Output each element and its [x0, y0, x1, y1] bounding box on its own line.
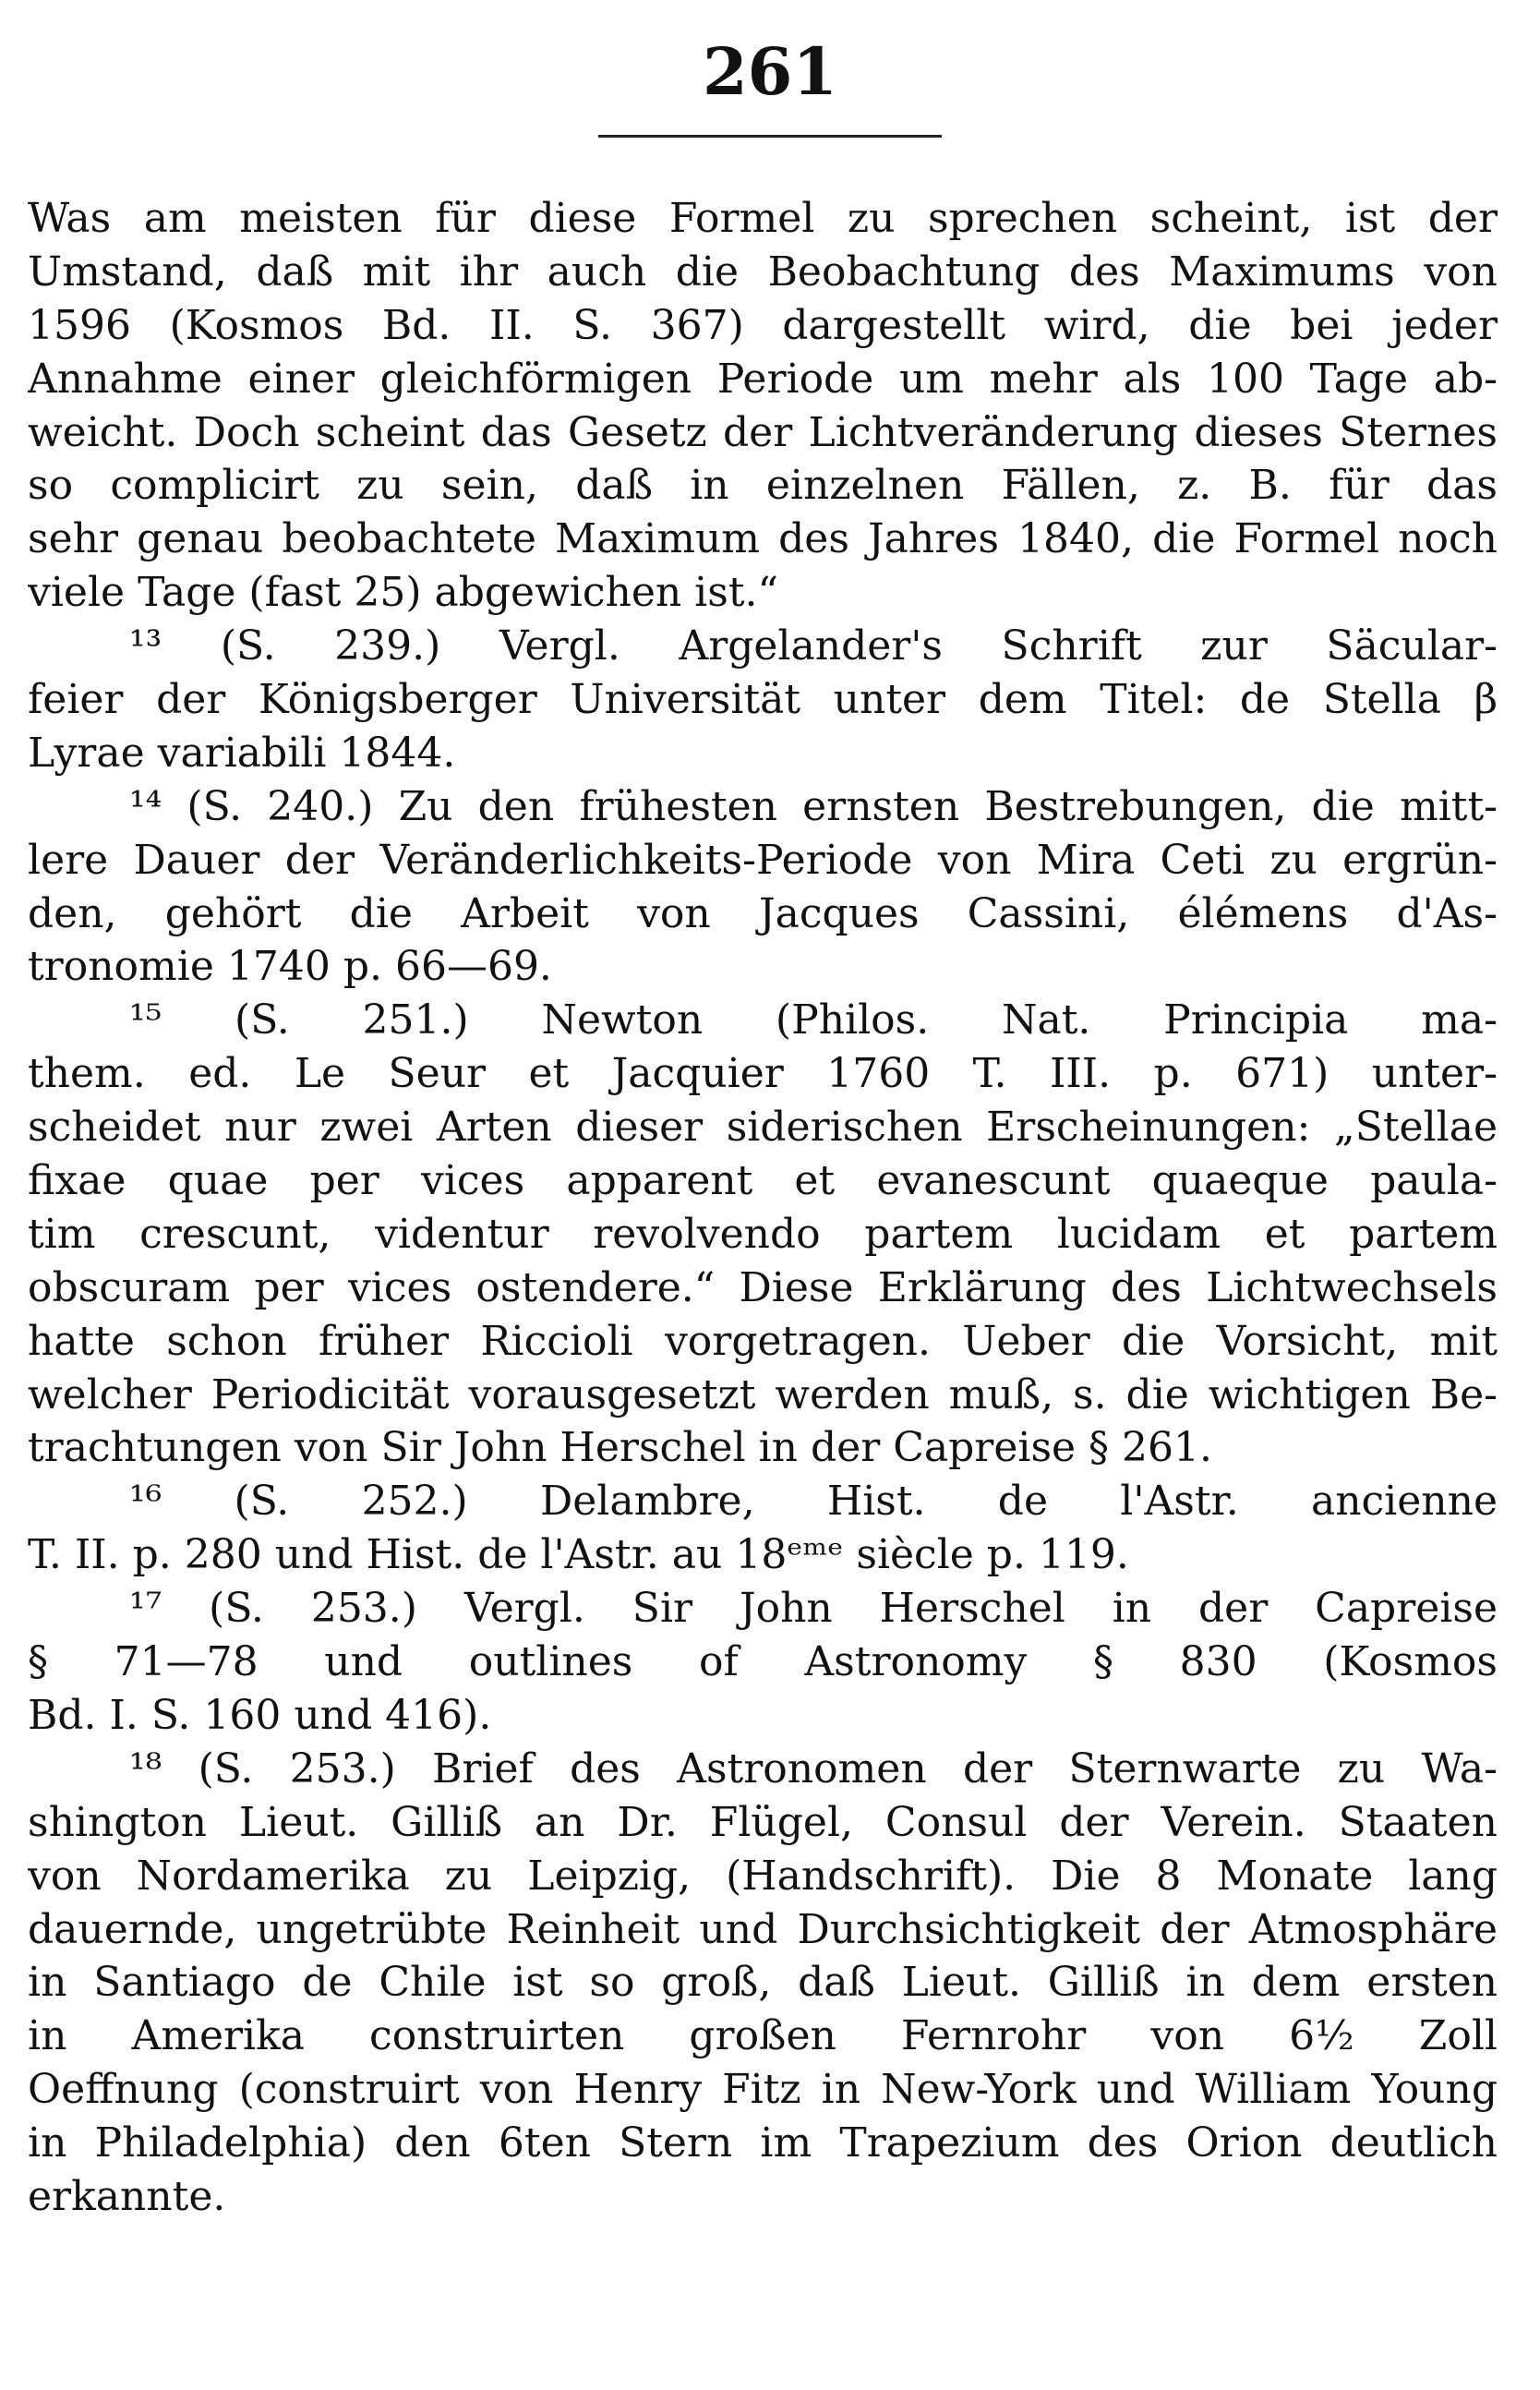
text-line: weicht. Doch scheint das Gesetz der Lichtveränderung dieses Sternes [28, 408, 1498, 456]
footnote-18-line: ¹⁸ (S. 253.) Brief des Astronomen der Sternwarte zu Wa- [129, 1744, 1498, 1792]
page-number: 261 [702, 33, 838, 110]
text-line: Bd. I. S. 160 und 416). [28, 1691, 492, 1739]
text-line: erkannte. [28, 2172, 226, 2220]
text-line: hatte schon früher Riccioli vorgetragen. Ueber die Vorsicht, mit [28, 1317, 1498, 1365]
text-line: shington Lieut. Gilliß an Dr. Flügel, Consul der Verein. Staaten [28, 1798, 1498, 1846]
text-line: von Nordamerika zu Leipzig, (Handschrift). Die 8 Monate lang [28, 1852, 1498, 1900]
text-line: trachtungen von Sir John Herschel in der Capreise § 261. [28, 1424, 1213, 1472]
footnote-16-line: ¹⁶ (S. 252.) Delambre, Hist. de l'Astr. ancienne [129, 1478, 1498, 1526]
text-line: T. II. p. 280 und Hist. de l'Astr. au 18ᵉᵐᵉ siècle p. 119. [28, 1531, 1129, 1579]
footnote-17-line: ¹⁷ (S. 253.) Vergl. Sir John Herschel in der Capreise [129, 1585, 1498, 1633]
text-line: den, gehört die Arbeit von Jacques Cassini, élémens d'As- [28, 889, 1498, 937]
footnote-13-line: ¹³ (S. 239.) Vergl. Argelander's Schrift zur Säcular- [129, 622, 1498, 670]
text-line: dauernde, ungetrübte Reinheit und Durchsichtigkeit der Atmosphäre [28, 1905, 1498, 1953]
text-line: them. ed. Le Seur et Jacquier 1760 T. III. p. 671) unter- [28, 1050, 1498, 1098]
text-line: § 71—78 und outlines of Astronomy § 830 (Kosmos [28, 1638, 1498, 1686]
text-line: Umstand, daß mit ihr auch die Beobachtung des Maximums von [28, 247, 1498, 296]
text-line: tronomie 1740 p. 66—69. [28, 943, 552, 991]
text-line: feier der Königsberger Universität unter dem Titel: de Stella β [28, 676, 1498, 724]
text-line: Oeffnung (construirt von Henry Fitz in New-York und William Young [28, 2066, 1498, 2114]
text-line: welcher Periodicität vorausgesetzt werden muß, s. die wichtigen Be- [28, 1370, 1498, 1418]
footnote-14-line: ¹⁴ (S. 240.) Zu den frühesten ernsten Bestrebungen, die mitt- [129, 782, 1498, 830]
text-line: 1596 (Kosmos Bd. II. S. 367) dargestellt wird, die bei jeder [28, 301, 1498, 349]
text-line: lere Dauer der Veränderlichkeits-Periode von Mira Ceti zu ergrün- [28, 836, 1498, 884]
text-line: fixae quae per vices apparent et evanescunt quaeque paula- [28, 1157, 1498, 1205]
text-line: obscuram per vices ostendere.“ Diese Erklärung des Lichtwechsels [28, 1263, 1498, 1311]
text-line: scheidet nur zwei Arten dieser siderischen Erscheinungen: „Stellae [28, 1104, 1498, 1152]
text-line: viele Tage (fast 25) abgewichen ist.“ [28, 569, 778, 617]
text-line: in Santiago de Chile ist so groß, daß Lieut. Gilliß in dem ersten [28, 1959, 1498, 2007]
page-text [28, 192, 1498, 2224]
text-line: sehr genau beobachtete Maximum des Jahres 1840, die Formel noch [28, 515, 1498, 563]
text-line: in Philadelphia) den 6ten Stern im Trapezium des Orion deutlich [28, 2119, 1498, 2167]
text-line: tim crescunt, videntur revolvendo partem lucidam et partem [28, 1210, 1498, 1258]
header-rule [598, 135, 942, 138]
text-line: Annahme einer gleichförmigen Periode um mehr als 100 Tage ab- [28, 355, 1498, 403]
text-line: so complicirt zu sein, daß in einzelnen Fällen, z. B. für das [28, 462, 1498, 510]
text-line: Was am meisten für diese Formel zu sprechen scheint, ist der [28, 195, 1498, 242]
text-line: Lyrae variabili 1844. [28, 729, 456, 777]
text-line: in Amerika construirten großen Fernrohr von 6½ Zoll [28, 2012, 1498, 2060]
footnote-15-line: ¹⁵ (S. 251.) Newton (Philos. Nat. Principia ma- [129, 996, 1498, 1044]
